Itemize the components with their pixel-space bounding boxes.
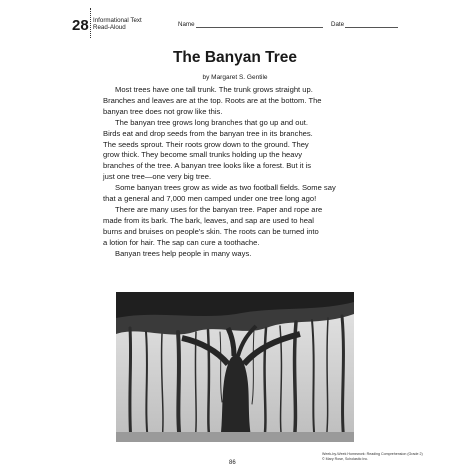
- body-line: Banyan trees help people in many ways.: [115, 248, 252, 258]
- body-line: branches of the tree. A banyan tree looks like a forest. But it is: [103, 161, 312, 171]
- body-line: banyan tree does not grow like this.: [103, 106, 223, 116]
- body-line: There are many uses for the banyan tree. Paper and rope are: [115, 204, 323, 214]
- body-line: Most trees have one tall trunk. The trunk grows straight up.: [115, 85, 313, 94]
- body-line: just one tree—one very big tree.: [103, 172, 212, 182]
- date-label: Date: [331, 21, 345, 28]
- name-label: Name: [178, 21, 195, 28]
- section-label-line1: Informational Text: [93, 17, 142, 24]
- footer-page-number: 86: [229, 460, 236, 466]
- banyan-tree-photo: [116, 292, 354, 442]
- body-line: The banyan tree grows long branches that go up and out.: [115, 117, 308, 127]
- body-line: burns and bruises on people's skin. The roots can be turned into: [103, 226, 319, 236]
- section-label: [93, 17, 142, 31]
- body-line: grow thick. They become small trunks holding up the heavy: [103, 150, 303, 160]
- body-line: Some banyan trees grow as wide as two football fields. Some say: [115, 183, 336, 193]
- date-input-line[interactable]: [345, 27, 398, 28]
- credit-line2: © Mary Rose, Scholastic Inc.: [322, 456, 369, 461]
- credit-line1: Week-by-Week Homework: Reading Comprehension (Grade 2): [322, 452, 423, 456]
- article-byline: by Margaret S. Gentile: [202, 74, 268, 81]
- copyright-credit: [322, 452, 423, 462]
- body-line: a lotion for hair. The sap can cure a toothache.: [103, 237, 260, 247]
- page-number: 28: [72, 17, 89, 34]
- body-line: Birds eat and drop seeds from the banyan tree in its branches.: [103, 128, 313, 138]
- section-label-line2: Read-Aloud: [93, 24, 126, 32]
- article-body: [103, 85, 373, 260]
- dotted-divider: [90, 8, 91, 38]
- article-title: The Banyan Tree: [172, 49, 298, 66]
- body-line: Branches and leaves are at the top. Roots are at the bottom. The: [103, 95, 322, 105]
- body-line: made from its bark. The bark, leaves, and sap are used to heal: [103, 215, 314, 225]
- body-line: that a general and 7,000 men camped under one tree long ago!: [103, 194, 317, 204]
- name-input-line[interactable]: [196, 27, 323, 28]
- body-line: The seeds sprout. Their roots grow down to the ground. They: [103, 139, 309, 149]
